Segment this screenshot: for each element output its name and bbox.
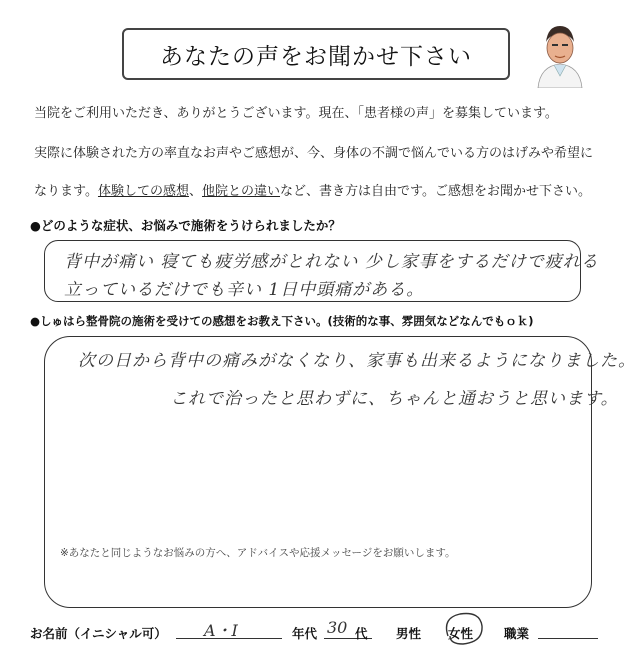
answer-1-line-2: 立っているだけでも辛い 1日中頭痛がある。 [64, 280, 425, 300]
answer-2-box [44, 336, 592, 608]
question-1-label: ●どのような症状、お悩みで施術をうけられましたか？ [30, 218, 341, 233]
female-option: 女性 [448, 626, 474, 641]
intro-text: など、書き方は自由です。ご感想をお聞かせ下さい。 [280, 184, 591, 199]
answer-1-line-1: 背中が痛い 寝ても疲労感がとれない 少し家事をするだけで疲れる [64, 252, 599, 272]
intro-underlined-text: 他院との違い [202, 184, 281, 199]
intro-line-3 [34, 180, 591, 199]
occupation-label: 職業 [504, 626, 530, 641]
question-2-label: ●しゅはら整骨院の施術を受けての感想をお教え下さい。(技術的な事、雰囲気などなんでもｏｋ) [30, 314, 534, 328]
male-option: 男性 [396, 626, 422, 641]
advice-note: ※あなたと同じようなお悩みの方へ、アドバイスや応援メッセージをお願いします。 [60, 547, 456, 559]
answer-2-line-1: 次の日から背中の痛みがなくなり、家事も出来るようになりました。 [78, 351, 636, 371]
age-suffix: 代 [355, 626, 368, 641]
staff-avatar-illustration [524, 18, 594, 88]
intro-text: なります。 [34, 184, 98, 199]
female-selected-circle [438, 606, 488, 648]
page-title: あなたの声をお聞かせ下さい [122, 28, 510, 80]
occupation-underline [538, 638, 598, 639]
age-value: 30 [327, 618, 348, 637]
intro-text: 、 [188, 184, 202, 199]
intro-underlined-text: 体験しての感想 [97, 184, 189, 199]
age-label: 年代 [292, 626, 318, 641]
intro-line-2: 実際に体験された方の率直なお声やご感想が、今、身体の不調で悩んでいる方のはげみや希望に [34, 146, 594, 161]
name-label: お名前（イニシャル可） [30, 626, 167, 641]
name-value: A・I [204, 621, 238, 640]
intro-line-1: 当院をご利用いただき、ありがとうございます。現在、「患者様の声」を募集しています。 [34, 106, 558, 121]
answer-2-line-2: これで治ったと思わずに、ちゃんと通おうと思います。 [170, 389, 619, 409]
